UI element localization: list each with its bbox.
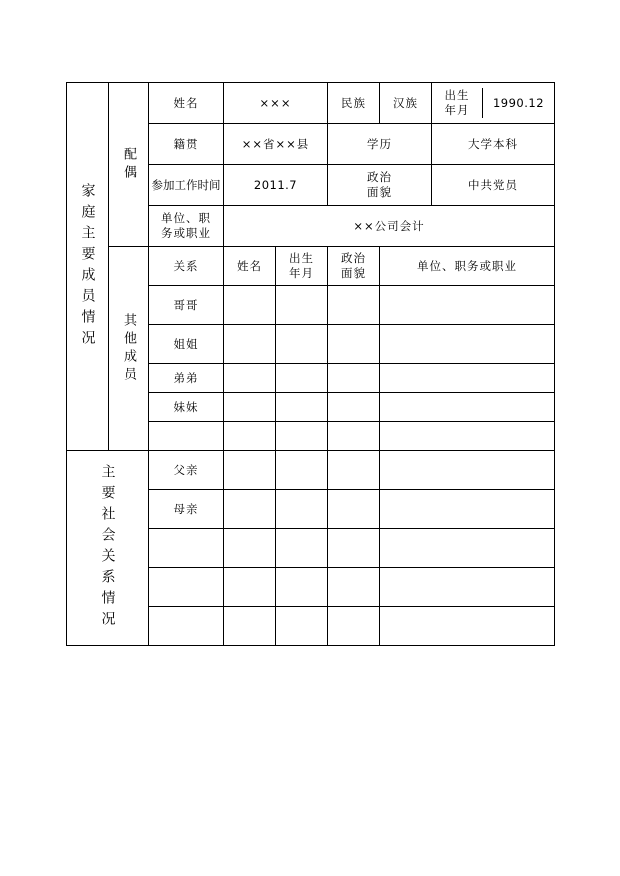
family-section-label-text: 家庭主要成员情况: [79, 182, 96, 351]
spouse-row-1: [67, 83, 555, 124]
spouse-ethnicity-value[interactable]: 汉族: [380, 83, 432, 124]
member-name-1[interactable]: [224, 325, 276, 364]
member-relation-0[interactable]: 哥哥: [149, 286, 224, 325]
spouse-native-place-value[interactable]: ××省××县: [224, 124, 328, 165]
social-birth-1[interactable]: [276, 490, 328, 529]
header-unit: 单位、职务或职业: [380, 247, 555, 286]
spouse-native-place-label: 籍贯: [149, 124, 224, 165]
header-birth: 出生年月: [276, 247, 328, 286]
social-political-2[interactable]: [328, 529, 380, 568]
social-relation-0[interactable]: 父亲: [149, 451, 224, 490]
social-row-0: [67, 451, 555, 490]
spouse-section-label: [109, 83, 149, 247]
social-unit-1[interactable]: [380, 490, 555, 529]
spouse-unit-label: 单位、职务或职业: [149, 206, 224, 247]
member-unit-extra[interactable]: [380, 422, 555, 451]
member-name-extra[interactable]: [224, 422, 276, 451]
member-unit-1[interactable]: [380, 325, 555, 364]
other-members-section-label: [109, 247, 149, 451]
social-birth-2[interactable]: [276, 529, 328, 568]
spouse-work-start-value[interactable]: 2011.7: [224, 165, 328, 206]
social-birth-0[interactable]: [276, 451, 328, 490]
member-birth-3[interactable]: [276, 393, 328, 422]
spouse-education-label: 学历: [328, 124, 432, 165]
social-name-0[interactable]: [224, 451, 276, 490]
social-unit-3[interactable]: [380, 568, 555, 607]
social-political-4[interactable]: [328, 607, 380, 646]
family-section-label: [67, 83, 109, 451]
member-birth-2[interactable]: [276, 364, 328, 393]
member-birth-0[interactable]: [276, 286, 328, 325]
social-unit-2[interactable]: [380, 529, 555, 568]
family-info-form: [66, 82, 555, 646]
social-relation-2[interactable]: [149, 529, 224, 568]
header-name: 姓名: [224, 247, 276, 286]
social-political-0[interactable]: [328, 451, 380, 490]
social-section-label-text: 主要社会关系情况: [99, 464, 116, 632]
member-name-0[interactable]: [224, 286, 276, 325]
member-unit-3[interactable]: [380, 393, 555, 422]
social-unit-4[interactable]: [380, 607, 555, 646]
member-political-3[interactable]: [328, 393, 380, 422]
spouse-unit-value[interactable]: ××公司会计: [224, 206, 555, 247]
spouse-name-value[interactable]: ×××: [224, 83, 328, 124]
social-birth-3[interactable]: [276, 568, 328, 607]
member-political-1[interactable]: [328, 325, 380, 364]
member-name-2[interactable]: [224, 364, 276, 393]
member-relation-2[interactable]: 弟弟: [149, 364, 224, 393]
social-name-2[interactable]: [224, 529, 276, 568]
member-birth-1[interactable]: [276, 325, 328, 364]
header-political: 政治面貌: [328, 247, 380, 286]
spouse-political-value[interactable]: 中共党员: [432, 165, 555, 206]
spouse-work-start-label: 参加工作时间: [149, 165, 224, 206]
member-name-3[interactable]: [224, 393, 276, 422]
social-birth-4[interactable]: [276, 607, 328, 646]
social-relation-3[interactable]: [149, 568, 224, 607]
spouse-education-value[interactable]: 大学本科: [432, 124, 555, 165]
member-relation-extra[interactable]: [149, 422, 224, 451]
header-relation: 关系: [149, 247, 224, 286]
social-relation-4[interactable]: [149, 607, 224, 646]
social-name-4[interactable]: [224, 607, 276, 646]
social-unit-0[interactable]: [380, 451, 555, 490]
member-political-extra[interactable]: [328, 422, 380, 451]
other-members-section-label-text: 其他成员: [121, 312, 136, 385]
member-unit-0[interactable]: [380, 286, 555, 325]
member-political-0[interactable]: [328, 286, 380, 325]
spouse-birth-value[interactable]: 1990.12: [492, 95, 545, 110]
member-political-2[interactable]: [328, 364, 380, 393]
spouse-ethnicity-label: 民族: [328, 83, 380, 124]
social-section-label: [67, 451, 149, 646]
member-relation-1[interactable]: 姐姐: [149, 325, 224, 364]
spouse-name-label: 姓名: [149, 83, 224, 124]
spouse-political-label: [328, 165, 432, 206]
member-unit-2[interactable]: [380, 364, 555, 393]
member-relation-3[interactable]: 妹妹: [149, 393, 224, 422]
social-relation-1[interactable]: 母亲: [149, 490, 224, 529]
social-name-1[interactable]: [224, 490, 276, 529]
spouse-birth-group: [432, 83, 555, 124]
other-members-header-row: [67, 247, 555, 286]
social-political-3[interactable]: [328, 568, 380, 607]
member-birth-extra[interactable]: [276, 422, 328, 451]
spouse-birth-label: 出生年月: [444, 88, 470, 117]
spouse-political-label-line1: 政治面貌: [367, 170, 393, 199]
spouse-section-label-text: 配偶: [121, 146, 136, 183]
social-political-1[interactable]: [328, 490, 380, 529]
social-name-3[interactable]: [224, 568, 276, 607]
